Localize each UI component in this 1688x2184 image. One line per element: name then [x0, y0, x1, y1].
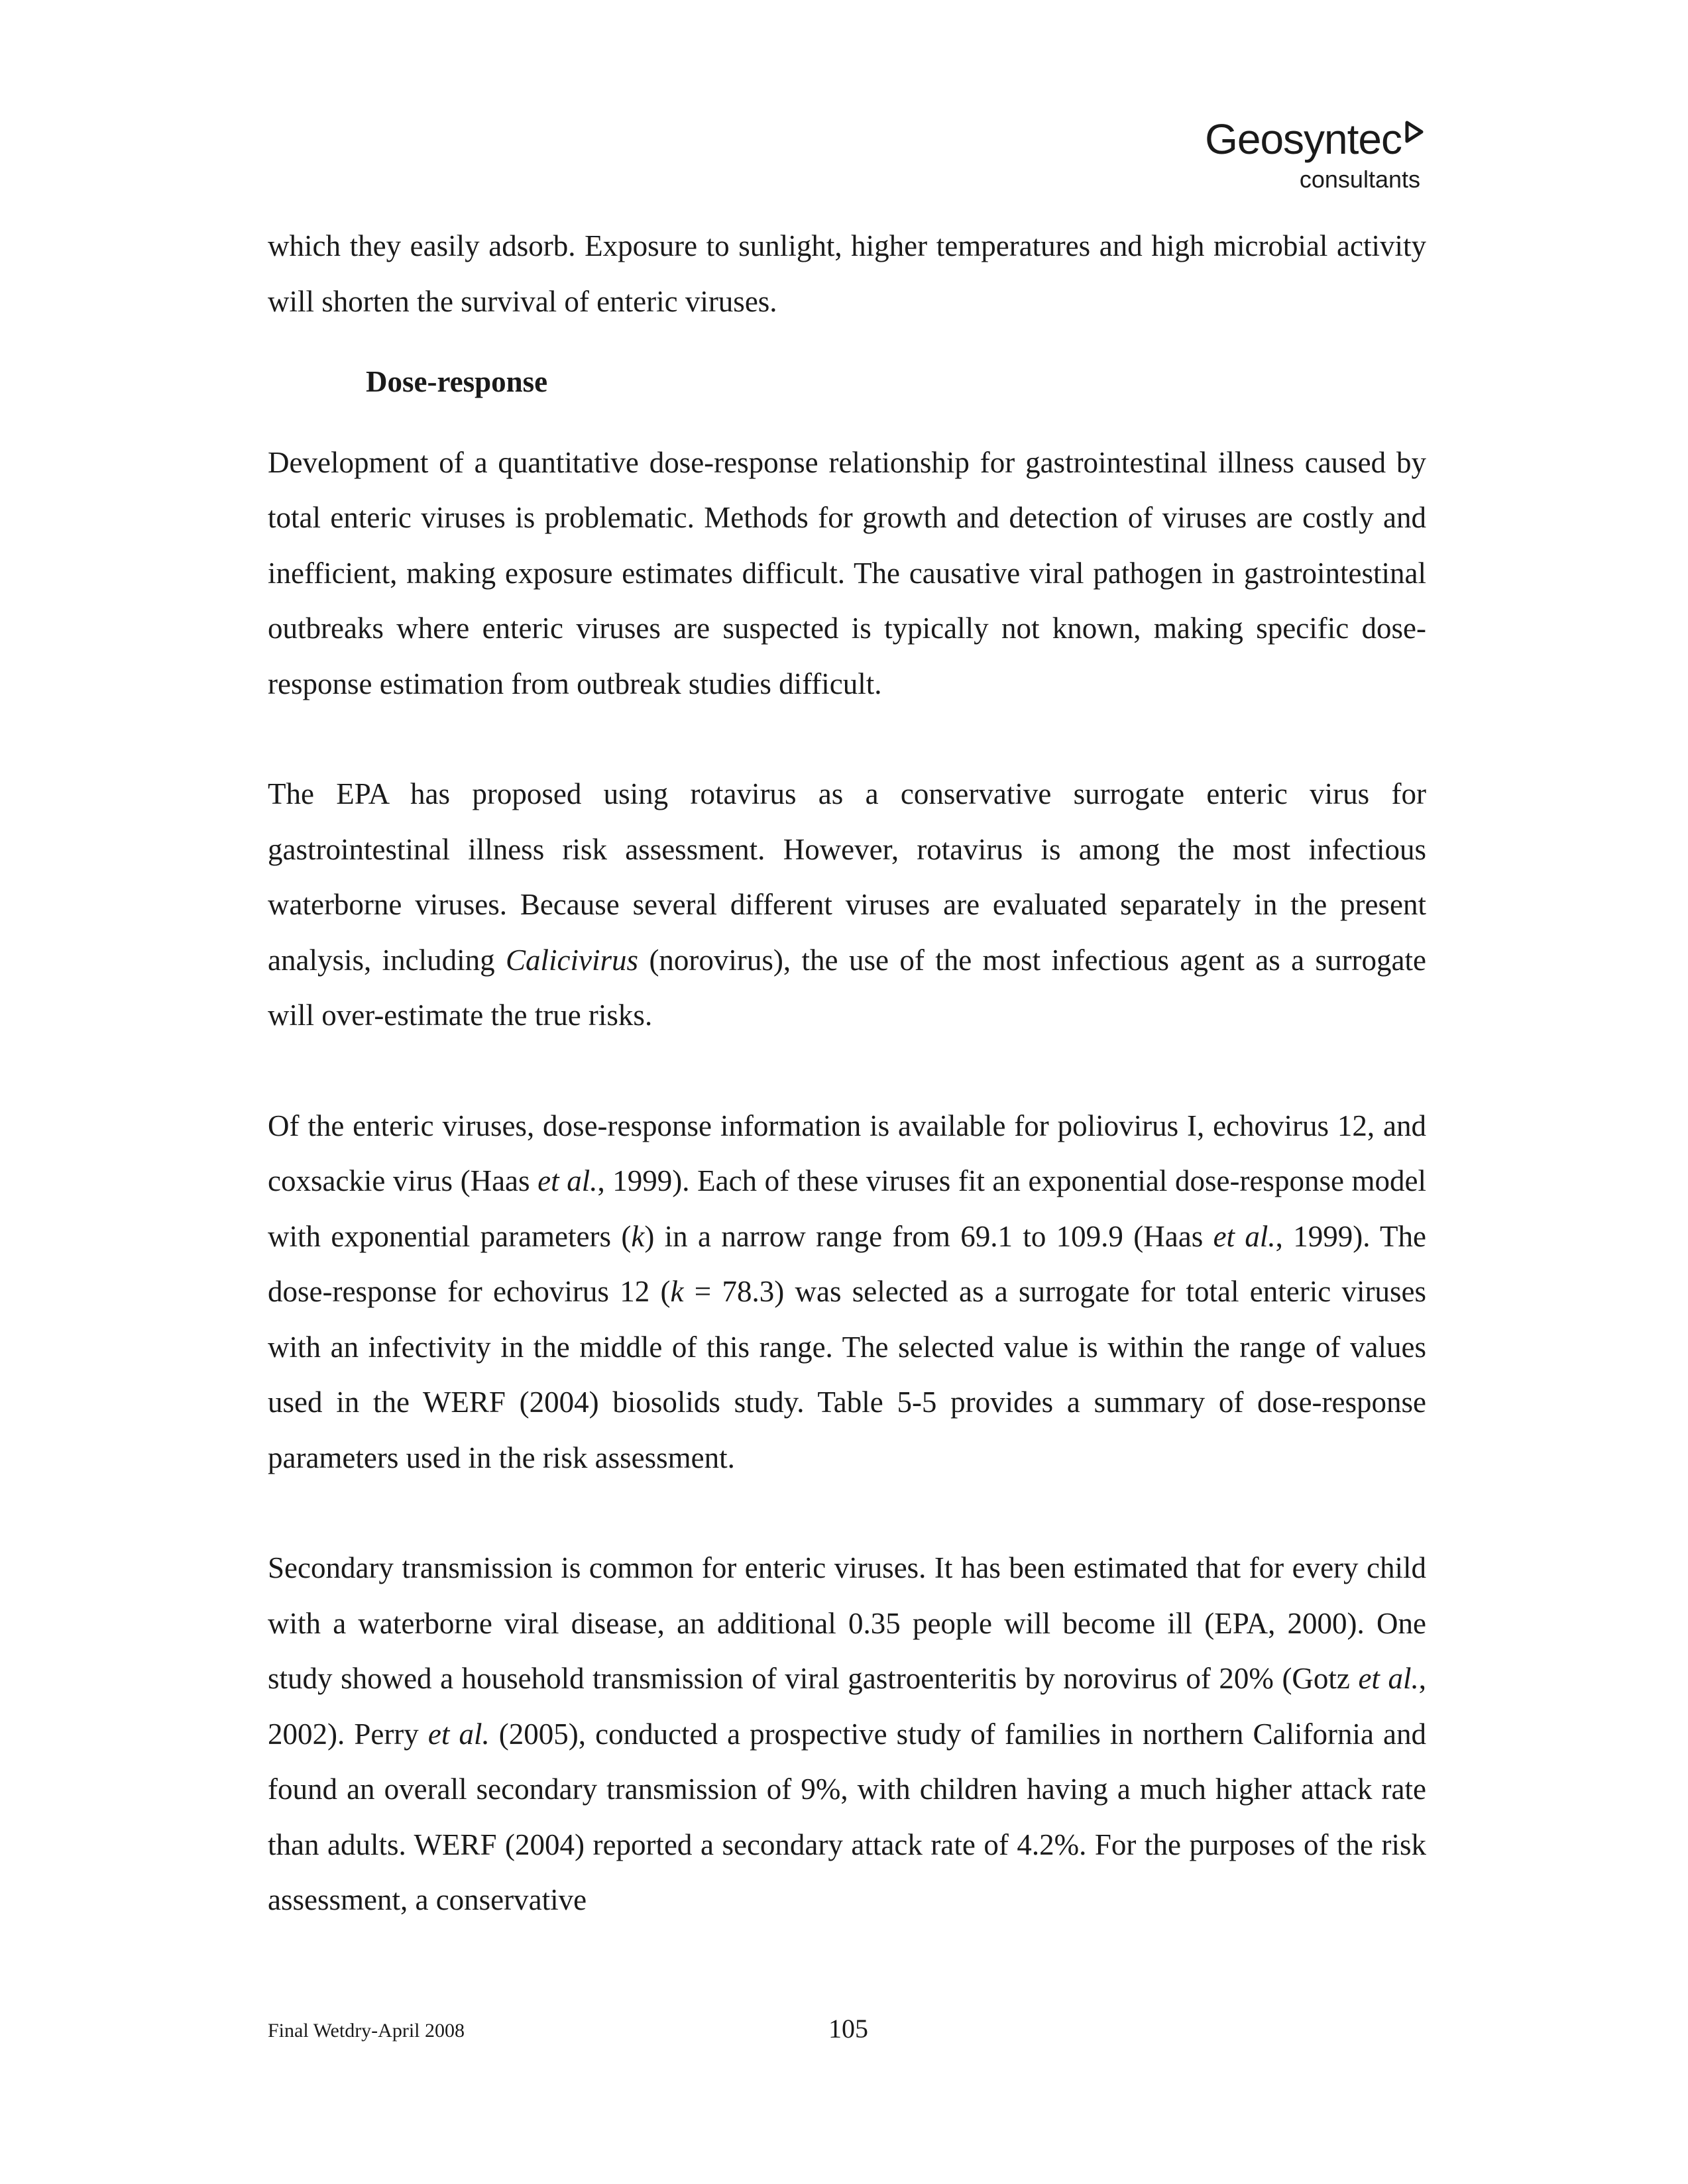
logo-triangle-icon — [1404, 121, 1424, 146]
italic-text: et al. — [427, 1717, 490, 1751]
italic-text: Calicivirus — [506, 943, 639, 977]
text-run: , 1999). Each of these viruses fit an exponential dose-response model with exponential parameters ( — [268, 1164, 1426, 1253]
italic-text: et al. — [537, 1164, 598, 1197]
text-run: , 1999). The dose-response for echovirus 12 ( — [268, 1219, 1426, 1308]
text-run: Secondary transmission is common for enteric viruses. It has been estimated that for every child with a waterborne viral disease, an additional 0.35 people will become ill (EPA, 2000). One study showed a household transmission of viral gastroenteritis by norovirus of 20% (Gotz — [268, 1551, 1426, 1695]
logo-subtitle: consultants — [1299, 166, 1420, 193]
text-run: The EPA has proposed using rotavirus as a conservative surrogate enteric virus for gastrointestinal illness risk assessment. However, rotavirus is among the most infectious waterborne viruses. Because several different viruses are evaluated separately in the present analysis, including — [268, 777, 1426, 977]
italic-text: et al. — [1213, 1219, 1276, 1253]
paragraph-dose-response-info — [268, 1099, 1426, 1486]
page-number: 105 — [828, 2014, 868, 2044]
italic-text: et al. — [1358, 1662, 1419, 1695]
text-run: (norovirus), the use of the most infectious agent as a surrogate will over-estimate the true risks. — [268, 943, 1426, 1032]
footer-document-label: Final Wetdry-April 2008 — [268, 2020, 465, 2042]
text-run: = 78.3) was selected as a surrogate for total enteric viruses with an infectivity in the middle of this range. The selected value is within the range of values used in the WERF (2004) biosolids study. Table 5-5 provides a summary of dose-response parameters used in the risk assessment. — [268, 1275, 1426, 1474]
text-run: Of the enteric viruses, dose-response information is available for poliovirus I, echovirus 12, and coxsackie virus (Haas — [268, 1109, 1426, 1197]
company-logo — [1205, 115, 1424, 193]
italic-text: k — [670, 1275, 684, 1308]
section-heading: Dose-response — [366, 365, 548, 398]
italic-text: k — [631, 1219, 645, 1253]
paragraph-continuation: which they easily adsorb. Exposure to sunlight, higher temperatures and high microbial activity will shorten the survival of enteric viruses. — [268, 229, 1426, 318]
document-body — [268, 219, 1426, 1983]
logo-name: Geosyntec — [1205, 115, 1402, 163]
paragraph-dose-response-intro: Development of a quantitative dose-response relationship for gastrointestinal illness caused by total enteric viruses is problematic. Methods for growth and detection of viruses are costly and inefficient, making exposure estimates difficult. The causative viral pathogen in gastrointestinal outbreaks where enteric viruses are suspected is typically not known, making specific dose-response estimation from outbreak studies difficult. — [268, 445, 1426, 700]
paragraph-epa-rotavirus — [268, 767, 1426, 1044]
text-run: ) in a narrow range from 69.1 to 109.9 (Haas — [644, 1219, 1213, 1253]
paragraph-secondary-transmission — [268, 1541, 1426, 1928]
text-run: , 2002). Perry — [268, 1662, 1426, 1751]
text-run: (2005), conducted a prospective study of families in northern California and found an overall secondary transmission of 9%, with children having a much higher attack rate than adults. WERF (2004) reported a secondary attack rate of 4.2%. For the purposes of the risk assessment, a conservative — [268, 1717, 1427, 1916]
